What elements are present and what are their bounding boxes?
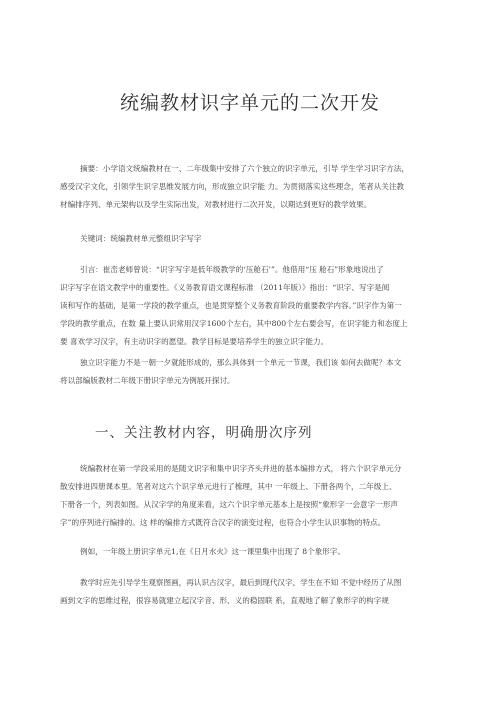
problem-line: 将以部编版教材二年级下册识字单元为例展开探讨。 bbox=[60, 376, 235, 385]
abstract-paragraph bbox=[60, 160, 444, 214]
intro-line: 学段的教学重点，在数 量上要认识常用汉字1600个左右，其中800个左右要会写，在识字能力和态度上 bbox=[60, 319, 408, 328]
intro-line: 读和写作的基础，是第一学段的教学重点，也是贯穿整个义务教育阶段的重要教学内容。”识字作为第一 bbox=[60, 301, 402, 310]
example-paragraph bbox=[60, 543, 444, 561]
section1-paragraph bbox=[60, 460, 444, 532]
intro-paragraph bbox=[60, 261, 444, 351]
section1-line: 散安排进四册课本里。笔者对这六个识字单元进行了梳理，其中 一年级上、下册各两个，二年级上、 bbox=[60, 482, 397, 491]
section1-line: 下册各一个，列表如图。从汉字学的角度来看，这六个识字单元基本上是按照“象形字一会意字一形声 bbox=[60, 500, 399, 509]
teaching-paragraph bbox=[60, 574, 444, 610]
example-line: 例如，一年级上册识字单元1,在《日月水火》这一课里集中出现了 8个象形字。 bbox=[80, 547, 346, 556]
keywords-paragraph bbox=[60, 230, 444, 248]
intro-line: 要 喜欢学习汉字，有主动识字的愿望。教学目标是要培养学生的独立识字能力。 bbox=[60, 337, 329, 346]
document-title: 统编教材识字单元的二次开发 bbox=[119, 92, 380, 114]
section1-line: 统编教材在第一学段采用的是随文识字和集中识字齐头并进的基本编排方式， 将六个识字单元分 bbox=[80, 464, 402, 473]
abstract-line: 摘要：小学语文统编教材在一、二年级集中安排了六个独立的识字单元，引导 学生学习识字方法， bbox=[80, 164, 409, 173]
intro-line: 识字写字在语文教学中的重要性。《义务教育语文课程标准 （2011年版）》指出：“识字、写字是阅 bbox=[60, 283, 390, 292]
problem-paragraph bbox=[60, 354, 444, 390]
intro-line: 引言：崔峦老师曾说：“识字写字是低年级教学的‘压舱石’”。他借用“压 舱石”形象地说出了 bbox=[80, 265, 384, 274]
abstract-line: 感受汉字文化，引领学生识字思维发展方向，形成独立识字能 力。为贯彻落实这些理念，笔者从关注教 bbox=[60, 182, 405, 191]
section-heading: 一、关注教材内容，明确册次序列 bbox=[95, 425, 313, 441]
teaching-line: 画到文字的思维过程，很容易就建立起汉字音、形、义的稳固联 系，直观地了解了象形字的构字规 bbox=[60, 596, 389, 605]
keywords-line: 关键词：统编教材单元整组识字写字 bbox=[80, 234, 202, 243]
problem-line: 独立识字能力不是一朝一夕就能形成的，那么具体到一个单元一节课，我们该 如何去做呢？本文 bbox=[80, 358, 402, 367]
abstract-line: 材编排序列、单元架构以及学生实际出发，对教材进行二次开发，以期达到更好的教学效果。 bbox=[60, 200, 372, 209]
teaching-line: 教学时应先引导学生观察图画，再认识古汉字，最后到现代汉字，学生在不知 不觉中经历了从图 bbox=[80, 578, 402, 587]
section1-line: 字”的序列进行编排的。这 样的编排方式既符合汉字的演变过程，也符合小学生认识事物的特点。 bbox=[60, 518, 386, 527]
